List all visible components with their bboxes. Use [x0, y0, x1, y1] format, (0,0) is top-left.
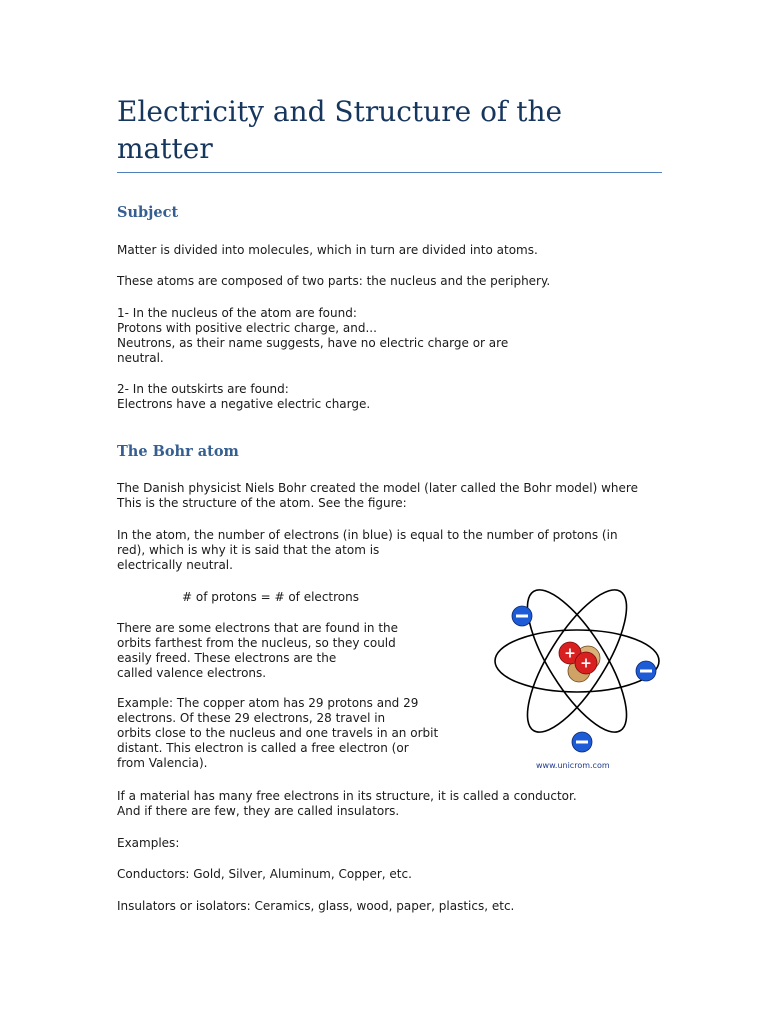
text-line: electrons. Of these 29 electrons, 28 travel in [117, 711, 386, 725]
text-line: The Danish physicist Niels Bohr created the model (later called the Bohr model) where [117, 481, 638, 495]
text-line: red), which is why it is said that the atom is [117, 543, 380, 557]
text-line: called valence electrons. [117, 666, 267, 680]
text-line: electrically neutral. [117, 558, 233, 572]
paragraph-nucleus [117, 306, 657, 366]
equation-protons-electrons: # of protons = # of electrons [182, 590, 359, 604]
bohr-atom-figure [494, 573, 660, 773]
text-line: from Valencia). [117, 756, 208, 770]
paragraph-copper-example [117, 696, 457, 771]
electron [636, 661, 656, 681]
electron [512, 606, 532, 626]
paragraph-conductors-insulators [117, 789, 657, 819]
paragraph-bohr-2 [117, 528, 657, 573]
text-line: Neutrons, as their name suggests, have no electric charge or are [117, 336, 509, 350]
text-line: orbits close to the nucleus and one travels in an orbit [117, 726, 439, 740]
paragraph-valence [117, 621, 457, 681]
electron [572, 732, 592, 752]
section-heading-bohr: The Bohr atom [117, 443, 239, 460]
paragraph-subject-2: These atoms are composed of two parts: the nucleus and the periphery. [117, 274, 551, 288]
text-line: If a material has many free electrons in its structure, it is called a conductor. [117, 789, 577, 803]
text-line: Protons with positive electric charge, and... [117, 321, 377, 335]
figure-credit: www.unicrom.com [536, 761, 610, 770]
text-line: distant. This electron is called a free electron (or [117, 741, 409, 755]
paragraph-bohr-1 [117, 481, 657, 511]
text-line: neutral. [117, 351, 164, 365]
text-line: Electrons have a negative electric charge. [117, 397, 371, 411]
insulators-list: Insulators or isolators: Ceramics, glass, wood, paper, plastics, etc. [117, 899, 515, 913]
title-divider [117, 172, 662, 173]
text-line: orbits farthest from the nucleus, so they could [117, 636, 396, 650]
paragraph-outskirts [117, 382, 657, 412]
text-line: There are some electrons that are found in the [117, 621, 399, 635]
text-line: 1- In the nucleus of the atom are found: [117, 306, 357, 320]
examples-label: Examples: [117, 836, 180, 850]
plus-sign: + [580, 655, 592, 672]
conductors-list: Conductors: Gold, Silver, Aluminum, Copper, etc. [117, 867, 412, 881]
plus-sign: + [564, 645, 576, 662]
nucleus [559, 642, 600, 682]
text-line: This is the structure of the atom. See the figure: [117, 496, 407, 510]
text-line: Example: The copper atom has 29 protons and 29 [117, 696, 419, 710]
section-heading-subject: Subject [117, 204, 179, 221]
text-line: And if there are few, they are called insulators. [117, 804, 400, 818]
page-title: Electricity and Structure of the matter [117, 95, 563, 165]
text-line: In the atom, the number of electrons (in blue) is equal to the number of protons (in [117, 528, 618, 542]
text-line: 2- In the outskirts are found: [117, 382, 289, 396]
paragraph-subject-1: Matter is divided into molecules, which in turn are divided into atoms. [117, 243, 538, 257]
text-line: easily freed. These electrons are the [117, 651, 337, 665]
